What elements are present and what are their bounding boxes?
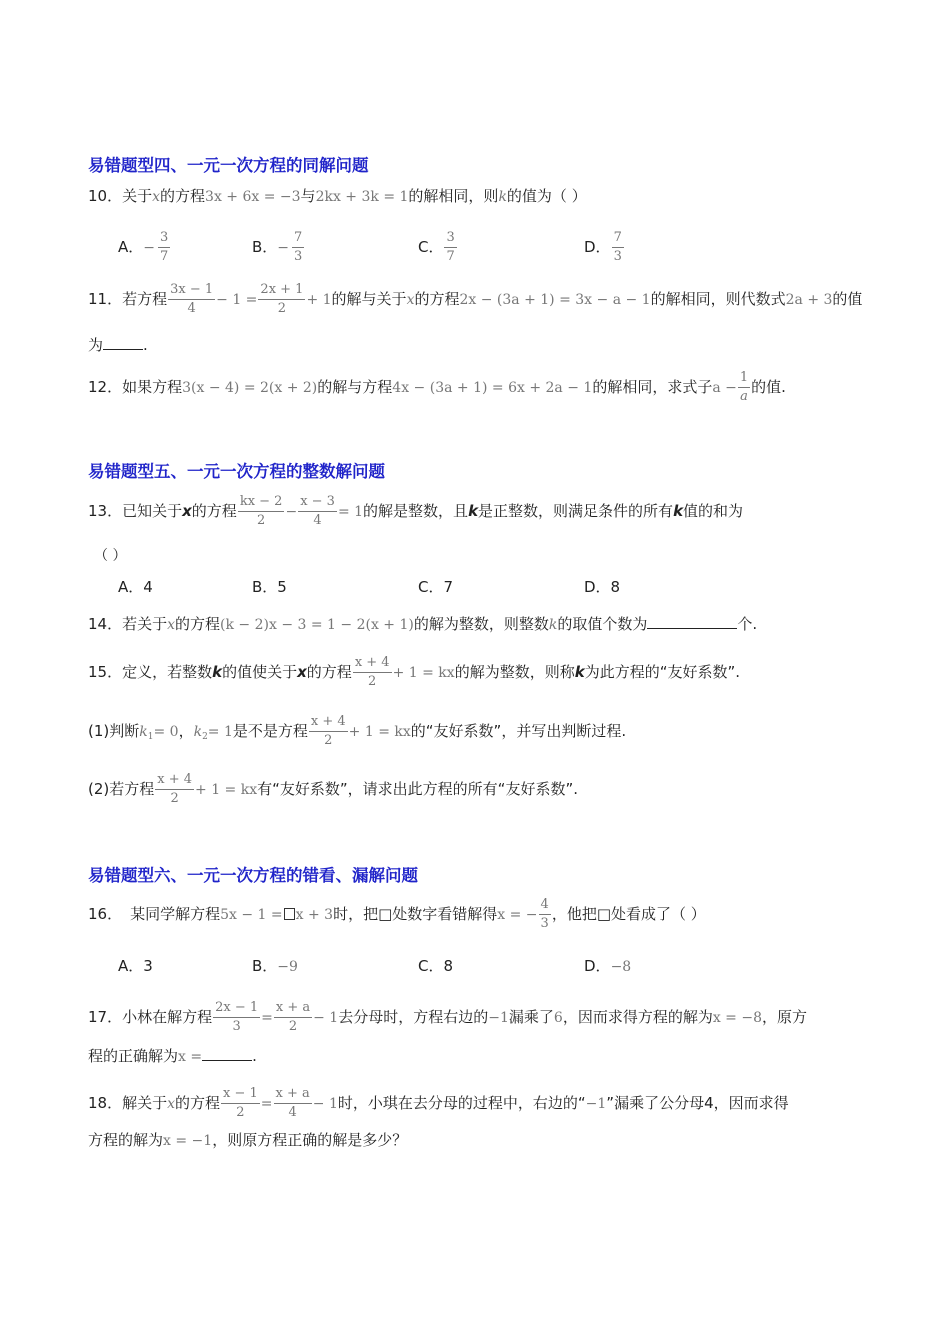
question-number: 10． [88, 187, 123, 205]
question-14: 14．若关于x的方程(k − 2)x − 3 = 1 − 2(x + 1)的解为整数，则整数k的取值个数为 个. [88, 612, 757, 635]
question-18-line2: 方程的解为x = −1，则原方程正确的解是多少？ [88, 1131, 408, 1149]
question-17: 17．小林在解方程 $\frac{2x - 1}{3}$ = $\frac{x + a}{2}$ − 1去分母时，方程右边的−1漏乘了6，因而求得方程的解为x = −8，原方 [88, 1000, 808, 1034]
answer-blank[interactable] [103, 333, 143, 350]
answer-blank[interactable] [202, 1044, 252, 1061]
section-title-5: 易错题型五、一元一次方程的整数解问题 [88, 462, 385, 481]
option-b[interactable]: B．5 [252, 578, 287, 596]
question-10: 10．关于x的方程3x + 6x = −3与2kx + 3k = 1的解相同，则k的值为（ ） [88, 187, 587, 205]
option-d[interactable]: D． $\frac{7}{3}$ [584, 230, 622, 264]
option-d[interactable]: D．−8 [584, 957, 632, 975]
option-a[interactable]: A．4 [118, 578, 153, 596]
option-d[interactable]: D．8 [584, 578, 621, 596]
question-15-part2: (2)若方程 $\frac{x + 4}{2}$ + 1 = kx有“友好系数”，请求出此方程的所有“友好系数”. [88, 772, 578, 806]
section-title-4: 易错题型四、一元一次方程的同解问题 [88, 156, 369, 175]
option-a[interactable]: A．− $\frac{3}{7}$ [118, 230, 169, 264]
option-c[interactable]: C．7 [418, 578, 454, 596]
question-15: 15．定义，若整数k的值使关于x的方程 $\frac{x + 4}{2}$ + 1 = kx的解为整数，则称k为此方程的“友好系数”. [88, 655, 740, 689]
option-c[interactable]: C． $\frac{3}{7}$ [418, 230, 455, 264]
question-11-line2: 为 . [88, 333, 148, 355]
question-11: 11．若方程 $\frac{3x - 1}{4}$ − 1 = $\frac{2x + 1}{2}$ + 1的解与关于x的方程2x − (3a + 1) = 3x − a − 1的解相同，则代数式2a + 3的值 [88, 282, 863, 316]
section-title-6: 易错题型六、一元一次方程的错看、漏解问题 [88, 866, 418, 885]
question-16: 16． 某同学解方程5x − 1 = x + 3时，把□处数字看错解得x = − $\frac{4}{3}$ ，他把□处看成了（ ） [88, 897, 706, 931]
equation: 3x + 6x = −3 [205, 189, 301, 205]
equation: 2kx + 3k = 1 [315, 189, 409, 205]
option-b[interactable]: B．−9 [252, 957, 298, 975]
question-12: 12．如果方程3(x − 4) = 2(x + 2)的解与方程4x − (3a + 1) = 6x + 2a − 1的解相同，求式子a − $\frac{1}{a}$ 的值. [88, 370, 786, 404]
answer-blank[interactable] [647, 612, 737, 629]
question-17-line2: 程的正确解为x = . [88, 1044, 257, 1067]
option-b[interactable]: B．− $\frac{7}{3}$ [252, 230, 303, 264]
option-a[interactable]: A．3 [118, 957, 153, 975]
question-13: 13．已知关于x的方程 $\frac{kx - 2}{2}$ − $\frac{x - 3}{4}$ = 1的解是整数，且k是正整数，则满足条件的所有k值的和为 [88, 494, 744, 528]
question-15-part1: (1)判断$k_1= 0$，$k_2= 1$是不是方程 $\frac{x + 4}{2}$ + 1 = kx的“友好系数”，并写出判断过程. [88, 714, 627, 748]
question-13-paren: （ ） [94, 548, 127, 564]
question-18: 18．解关于x的方程 $\frac{x - 1}{2}$ = $\frac{x + a}{4}$ − 1时，小琪在去分母的过程中，右边的“−1”漏乘了公分母4，因而求得 [88, 1086, 789, 1120]
unknown-box [284, 908, 295, 920]
option-c[interactable]: C．8 [418, 957, 454, 975]
